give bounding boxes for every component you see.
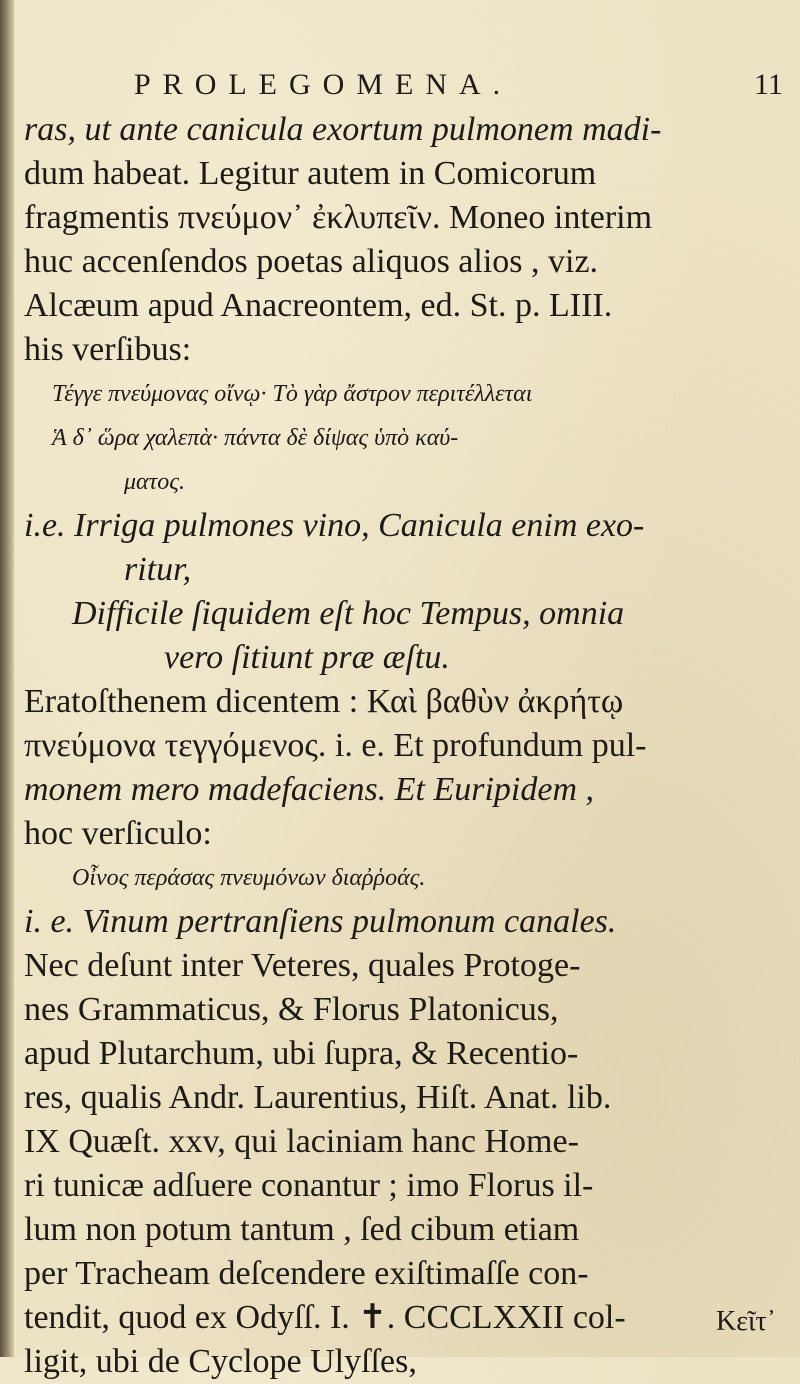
text-line: Eratoſthenem dicentem : Καὶ βαθὺν ἀκρήτῳ [24,683,624,720]
text-line: his verſibus: [24,331,192,368]
page-header [14,60,794,110]
text-line: res, qualis Andr. Laurentius, Hiſt. Anat. lib. [24,1079,612,1116]
text-line: tendit, quod ex Odyſſ. I. ✝. CCCLXXII col- [24,1299,626,1336]
text-line: fragmentis πνεύμον᾽ ἐκλυπεῖν. Moneo interim [24,199,653,236]
book-page [14,0,794,1380]
text-line: ritur, [124,551,192,588]
greek-verse-line: Οἶνος περάσας πνευμόνων διαῤῥοάς. [72,865,426,891]
text-line: Alcæum apud Anacreontem, ed. St. p. LIII. [24,287,613,324]
text-line: ras, ut ante canicula exortum pulmonem madi- [24,111,662,148]
greek-verse-line: ματος. [124,469,185,495]
text-line: Nec deſunt inter Veteres, quales Protoge- [24,947,581,984]
running-title: PROLEGOMENA. [134,68,513,101]
greek-verse-line: Ἁ δ᾽ ὥρα χαλεπὰ· πάντα δὲ δίψας ὑπὸ καύ- [52,425,459,451]
page-number: 11 [754,68,783,101]
text-line: apud Plutarchum, ubi ſupra, & Recentio- [24,1035,579,1072]
catchword: Κεῖτ᾽ [716,1306,777,1337]
text-line: ligit, ubi de Cyclope Ulyſſes, [24,1343,417,1380]
text-line: IX Quæſt. xxv, qui laciniam hanc Home- [24,1123,579,1160]
body-text [24,108,794,1384]
text-line: per Tracheam deſcendere exiſtimaſſe con- [24,1255,589,1292]
text-line: lum non potum tantum , ſed cibum etiam [24,1211,580,1248]
text-line: i.e. Irriga pulmones vino, Canicula enim exo- [24,507,645,544]
text-line: dum habeat. Legitur autem in Comicorum [24,155,597,192]
text-line: πνεύμονα τεγγόμενος. i. e. Et profundum pul- [24,727,647,764]
text-line: nes Grammaticus, & Florus Platonicus, [24,991,559,1028]
text-line: huc accenſendos poetas aliquos alios , viz. [24,243,599,280]
greek-verse-line: Τέγγε πνεύμονας οἴνῳ· Τὸ γὰρ ἄστρον περιτέλλεται [52,381,533,407]
text-line: monem mero madefaciens. Et Euripidem , [24,771,595,808]
text-line: ri tunicæ adſuere conantur ; imo Florus il- [24,1167,594,1204]
page-edge-shadow [0,0,14,1357]
text-line: vero ſitiunt præ æſtu. [164,639,450,676]
text-line: Difficile ſiquidem eſt hoc Tempus, omnia [72,595,625,632]
text-line: hoc verſiculo: [24,815,212,852]
text-line: i. e. Vinum pertranſiens pulmonum canales. [24,903,617,940]
